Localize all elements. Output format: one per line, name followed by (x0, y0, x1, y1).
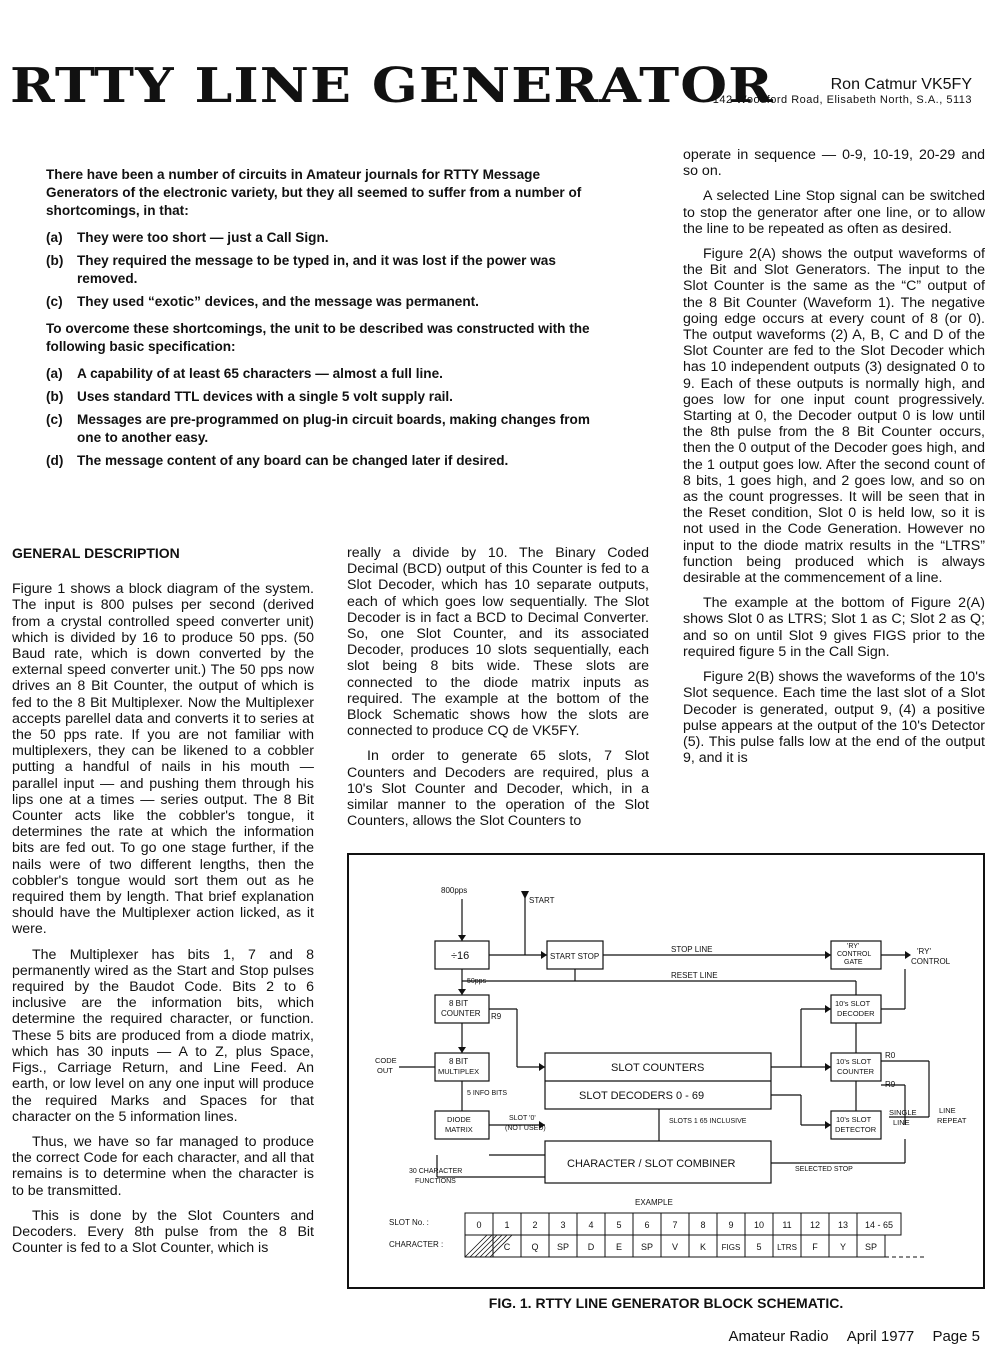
body-paragraph: operate in sequence — 0-9, 10-19, 20-29 and so on. (683, 147, 985, 180)
example-slot-table (465, 1213, 925, 1257)
list-item: (a) A capability of at least 65 characters — almost a full line. (46, 366, 443, 381)
page-number: Page 5 (932, 1328, 980, 1345)
character-value: F (812, 1242, 818, 1252)
list-item: (c) Messages are pre-programmed on plug-in circuit boards, making changes from one to another easy. (46, 412, 590, 445)
slot-number: 9 (728, 1220, 734, 1230)
intro-paragraph: To overcome these shortcomings, the unit to be described was constructed with the following basic specification: (46, 321, 590, 354)
body-paragraph: This is done by the Slot Counters and Decoders. Every 8th pulse from the 8 Bit Counter is fed to a Slot Counter, which is (12, 1207, 314, 1257)
label-slot-0: SLOT '0' (509, 1115, 536, 1122)
slot-number: 0 (476, 1220, 482, 1230)
label-character: CHARACTER : (389, 1240, 444, 1249)
label-selected-stop: SELECTED STOP (795, 1166, 853, 1173)
article-column-2 (347, 545, 649, 838)
label-info-bits: 5 INFO BITS (467, 1090, 508, 1097)
character-value: V (671, 1242, 679, 1252)
slot-number: 12 (809, 1220, 821, 1230)
slot-number: 5 (616, 1220, 622, 1230)
label-line-repeat: LINE (939, 1106, 956, 1115)
label-code-out: OUT (377, 1066, 393, 1075)
character-value: SP (556, 1242, 570, 1252)
figure-caption: FIG. 1. RTTY LINE GENERATOR BLOCK SCHEMATIC. (488, 1295, 844, 1311)
character-value: K (699, 1242, 707, 1252)
label-code-out: CODE (375, 1056, 397, 1065)
character-value: E (615, 1242, 623, 1252)
body-paragraph: The Multiplexer has bits 1, 7 and 8 permanently wired as the Start and Stop pulses required by the Baudot Code. Bits 2 to 6 inclusive are the information bits, which determine the required character, or function. These 5 bits are produced from a diode matrix, which has 30 inputs — A to Z, plus Space, Figs., Carriage Return, and Line Feed. An earth, or low level on any one input will produce the required Marks and Spaces for that character on the 5 information lines. (12, 946, 314, 1125)
body-paragraph: really a divide by 10. The Binary Coded Decimal (BCD) output of this Counter is fed to a Slot Decoder, which has 10 separate outputs, each of which goes low sequentially. The Slot Decoder is in fact a BCD to Decimal Converter. So, one Slot Counter, and its associated Decoder, produces 10 slots sequentially, each slot being 8 bits wide. These slots are connected to the diode matrix inputs as required. The example at the bottom of the Block Schematic shows how the slots are connected to produce CQ de VK5FY. (347, 545, 649, 740)
label-character-functions: 30 CHARACTER (409, 1168, 463, 1175)
label-reset-line: RESET LINE (671, 971, 718, 980)
label-slot-counters: SLOT COUNTERS (611, 1062, 705, 1074)
body-paragraph: Thus, we have so far managed to produce the correct Code for each character, and all that remains is to determine when the character is to be transmitted. (12, 1133, 314, 1199)
label-r0: R0 (885, 1051, 896, 1060)
label-character-functions: FUNCTIONS (415, 1178, 456, 1185)
label-r9: R9 (491, 1012, 502, 1021)
author-name: Ron Catmur VK5FY (830, 76, 972, 93)
slot-number: 3 (560, 1220, 566, 1230)
intro-paragraph: There have been a number of circuits in Amateur journals for RTTY Message Generators of the electronic variety, but they all seemed to suffer from a number of shortcomings, in that: (46, 167, 582, 218)
intro-section (46, 166, 606, 479)
character-value: D (587, 1242, 595, 1252)
slot-number: 2 (532, 1220, 538, 1230)
section-heading: GENERAL DESCRIPTION (12, 545, 180, 561)
page-footer (715, 1328, 981, 1345)
label-slot-0: (NOT USED) (505, 1125, 546, 1132)
list-item: (a) They were too short — just a Call Sign. (46, 230, 329, 245)
body-paragraph: Figure 1 shows a block diagram of the system. The input is 800 pulses per second (derived from a crystal controlled speed converter unit) which is divided by 16 to produce 50 pps. (50 Baud rate, which is down converted by the external speed converter unit.) The 50 pps now drives an 8 Bit Counter, the output of which is fed to the 8 Bit Multiplexer. Now the Multiplexer accepts parellel data and converts it to series at the 50 pps rate. If you are not familiar with multiplexers, they can be likened to a cobbler putting a handful of nails in his mouth — parallel input — and pushing them through his lips one at a times — series output. The 8 Bit Counter acts like the cobbler's tongue, it determines the rate at which the information bits are fed out. To go one stage further, if the nails were of two different lengths, then the cobbler's tongue would sort them out as he required them by length. That brief explanation should have the Multiplexer action licked, as it were. (12, 581, 314, 938)
slot-number: 8 (700, 1220, 706, 1230)
body-paragraph: Figure 2(A) shows the output waveforms of the Bit and Slot Generators. The input to the Slot Counter is the same as the “C” output of the 8 Bit Counter (Waveform 1). The negative going edge occurs at every count of 8 (or 0). The output waveforms (2) A, B, C and D of the Slot Counter are fed to the Slot Decoder which has 10 independent outputs (3) designated 0 to 9. Each of these outputs is normally high, and goes low for one input count progressively. Starting at 0, the Decoder output 0 is low until the 8th pulse from the 8 Bit Counter occurs, then the 0 output of the Decoder goes high, and the 1 output goes low. After the second count of 8 bits, 1 goes high, and 2 goes low, and so on as the count progresses. It will be seen that in the Reset condition, Slot 0 is held low, so it is not used in the Code Generation. However no input to the diode matrix results in the “LTRS” function being produced which is always desirable at the commencement of a line. (683, 246, 985, 587)
list-item: (b) Uses standard TTL devices with a single 5 volt supply rail. (46, 389, 453, 404)
list-item: (d) The message content of any board can be changed later if desired. (46, 453, 509, 468)
article-title: RTTY LINE GENERATOR (10, 58, 774, 114)
author-address: 142 Woodford Road, Elisabeth North, S.A., 5113 (712, 94, 972, 106)
label-line-repeat: REPEAT (937, 1116, 967, 1125)
label-slot-no: SLOT No. : (389, 1218, 429, 1227)
label-combiner: CHARACTER / SLOT COMBINER (567, 1158, 736, 1170)
label-multiplexer: 8 BIT (449, 1057, 469, 1066)
slot-number: 4 (588, 1220, 594, 1230)
label-tens-counter: 10's SLOT (836, 1057, 872, 1066)
shortcomings-list (46, 229, 606, 311)
character-value: 5 (756, 1242, 762, 1252)
label-800pps: 800pps (441, 886, 468, 895)
slot-number: 6 (644, 1220, 650, 1230)
slot-number: 13 (837, 1220, 849, 1230)
label-single-line: LINE (893, 1118, 910, 1127)
label-ry-control: CONTROL (911, 957, 951, 966)
issue-date: April 1977 (846, 1328, 915, 1345)
label-ry-control: 'RY' (917, 947, 932, 956)
label-single-line: SINGLE (889, 1108, 917, 1117)
label-tens-detector: DETECTOR (835, 1125, 877, 1134)
label-r9: R9 (885, 1080, 896, 1089)
article-column-3 (683, 147, 985, 775)
label-start-stop: START STOP (550, 952, 600, 961)
character-value: SP (864, 1242, 878, 1252)
body-paragraph: A selected Line Stop signal can be switched to stop the generator after one line, or to allow the line to be repeated as often as desired. (683, 188, 985, 237)
character-value: SP (640, 1242, 654, 1252)
label-stop-line: STOP LINE (671, 945, 713, 954)
body-paragraph: The example at the bottom of Figure 2(A) shows Slot 0 as LTRS; Slot 1 as C; Slot 2 as Q; and so on until Slot 9 gives FIGS prior to the required figure 5 in the Call Sign. (683, 595, 985, 660)
slot-number: 1 (504, 1220, 510, 1230)
list-item: (c) They used “exotic” devices, and the message was permanent. (46, 294, 479, 309)
label-slot-decoders: SLOT DECODERS 0 - 69 (579, 1090, 705, 1102)
label-tens-detector: 10's SLOT (836, 1115, 872, 1124)
block-schematic-figure (347, 853, 985, 1289)
label-tens-counter: COUNTER (837, 1067, 875, 1076)
specification-list (46, 365, 606, 470)
label-diode-matrix: DIODE (447, 1115, 471, 1124)
character-value: LTRS (777, 1243, 797, 1252)
label-ry-gate: 'RY' (847, 943, 860, 950)
character-value: Y (839, 1242, 847, 1252)
body-paragraph: Figure 2(B) shows the waveforms of the 10's Slot sequence. Each time the last slot of a Slot Decoder is generated, output 9, (4) a positive pulse appears at the output of the 10's Detector (5). This pulse falls low at the end of the output 9, and it is (683, 669, 985, 767)
slot-number: 11 (782, 1220, 792, 1230)
article-column-1 (12, 545, 314, 1265)
label-tens-decoder: DECODER (837, 1009, 875, 1018)
character-value: FIGS (721, 1243, 741, 1252)
label-divide-16: ÷16 (451, 950, 470, 962)
label-example: EXAMPLE (635, 1198, 673, 1207)
body-paragraph: In order to generate 65 slots, 7 Slot Counters and Decoders are required, plus a 10's Slot Counter and Decoder, which, in a similar manner to the operation of the Slot Counters, allows the Slot Counters to (347, 748, 649, 830)
label-ry-gate: CONTROL (837, 951, 872, 958)
label-tens-decoder: 10's SLOT (835, 999, 871, 1008)
magazine-name: Amateur Radio (728, 1328, 829, 1345)
label-multiplexer: MULTIPLEX (438, 1067, 480, 1076)
label-bit8-counter: 8 BIT (449, 999, 469, 1008)
slot-number: 10 (753, 1220, 765, 1230)
label-diode-matrix: MATRIX (445, 1125, 473, 1134)
character-value: C (503, 1242, 511, 1252)
label-slots-inclusive: SLOTS 1 65 INCLUSIVE (669, 1118, 747, 1125)
block-schematic (349, 855, 983, 1287)
list-item: (b) They required the message to be typed in, and it was lost if the power was removed. (46, 253, 556, 286)
label-50pps: 50pps (467, 978, 487, 985)
label-ry-gate: GATE (844, 959, 863, 966)
character-value: Q (531, 1242, 539, 1252)
slot-number: 7 (672, 1220, 678, 1230)
slot-number: 14 - 65 (864, 1220, 894, 1230)
label-bit8-counter: COUNTER (441, 1009, 481, 1018)
label-start: START (529, 896, 555, 905)
